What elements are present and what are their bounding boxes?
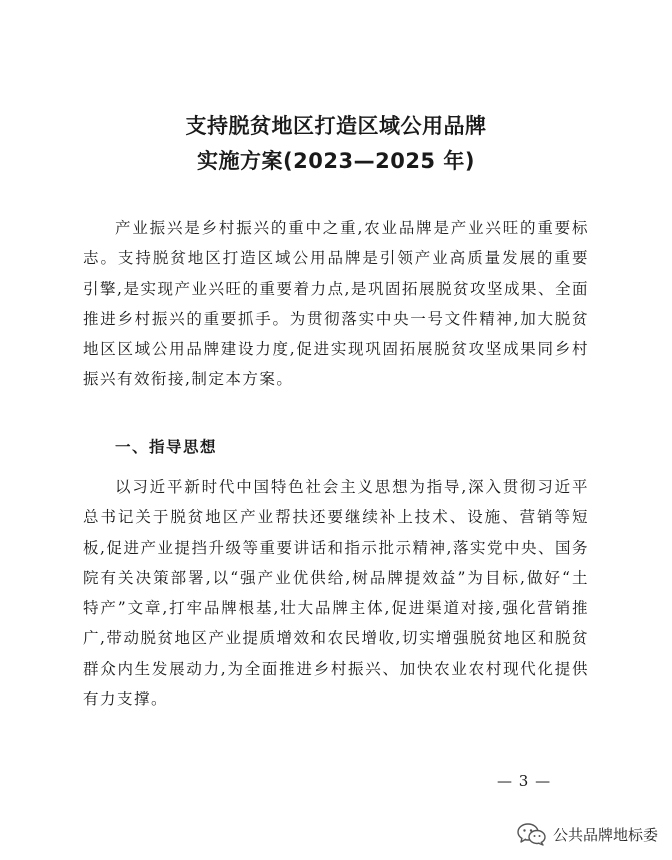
document-title-line1: 支持脱贫地区打造区域公用品牌 [185, 114, 487, 138]
section-heading-guiding-ideology: 一、指导思想 [115, 438, 218, 456]
document-title-line2: 实施方案(2023—2025 年) [197, 149, 475, 173]
wechat-watermark [517, 822, 658, 846]
wechat-icon [517, 822, 547, 846]
guiding-ideology-paragraph: 以习近平新时代中国特色社会主义思想为指导,深入贯彻习近平总书记关于脱贫地区产业帮扶还要继续补上技术、设施、营销等短板,促进产业提挡升级等重要讲话和指示批示精神,落实党中央、国务院有关决策部署,以“强产业优供给,树品牌提效益”为目标,做好“土特产”文章,打牢品牌根基,壮大品牌主体,促进渠道对接,强化营销推广,带动脱贫地区产业提质增效和农民增收,切实增强脱贫地区和脱贫群众内生发展动力,为全面推进乡村振兴、加快农业农村现代化提供有力支撑。 [83, 478, 589, 709]
intro-paragraph: 产业振兴是乡村振兴的重中之重,农业品牌是产业兴旺的重要标志。支持脱贫地区打造区域公用品牌是引领产业高质量发展的重要引擎,是实现产业兴旺的重要着力点,是巩固拓展脱贫攻坚成果、全面推进乡村振兴的重要抓手。为贯彻落实中央一号文件精神,加大脱贫地区区域公用品牌建设力度,促进实现巩固拓展脱贫攻坚成果同乡村振兴有效衔接,制定本方案。 [83, 219, 589, 389]
watermark-account-name: 公共品牌地标委 [552, 825, 658, 844]
page-number: — 3 — [497, 772, 552, 790]
